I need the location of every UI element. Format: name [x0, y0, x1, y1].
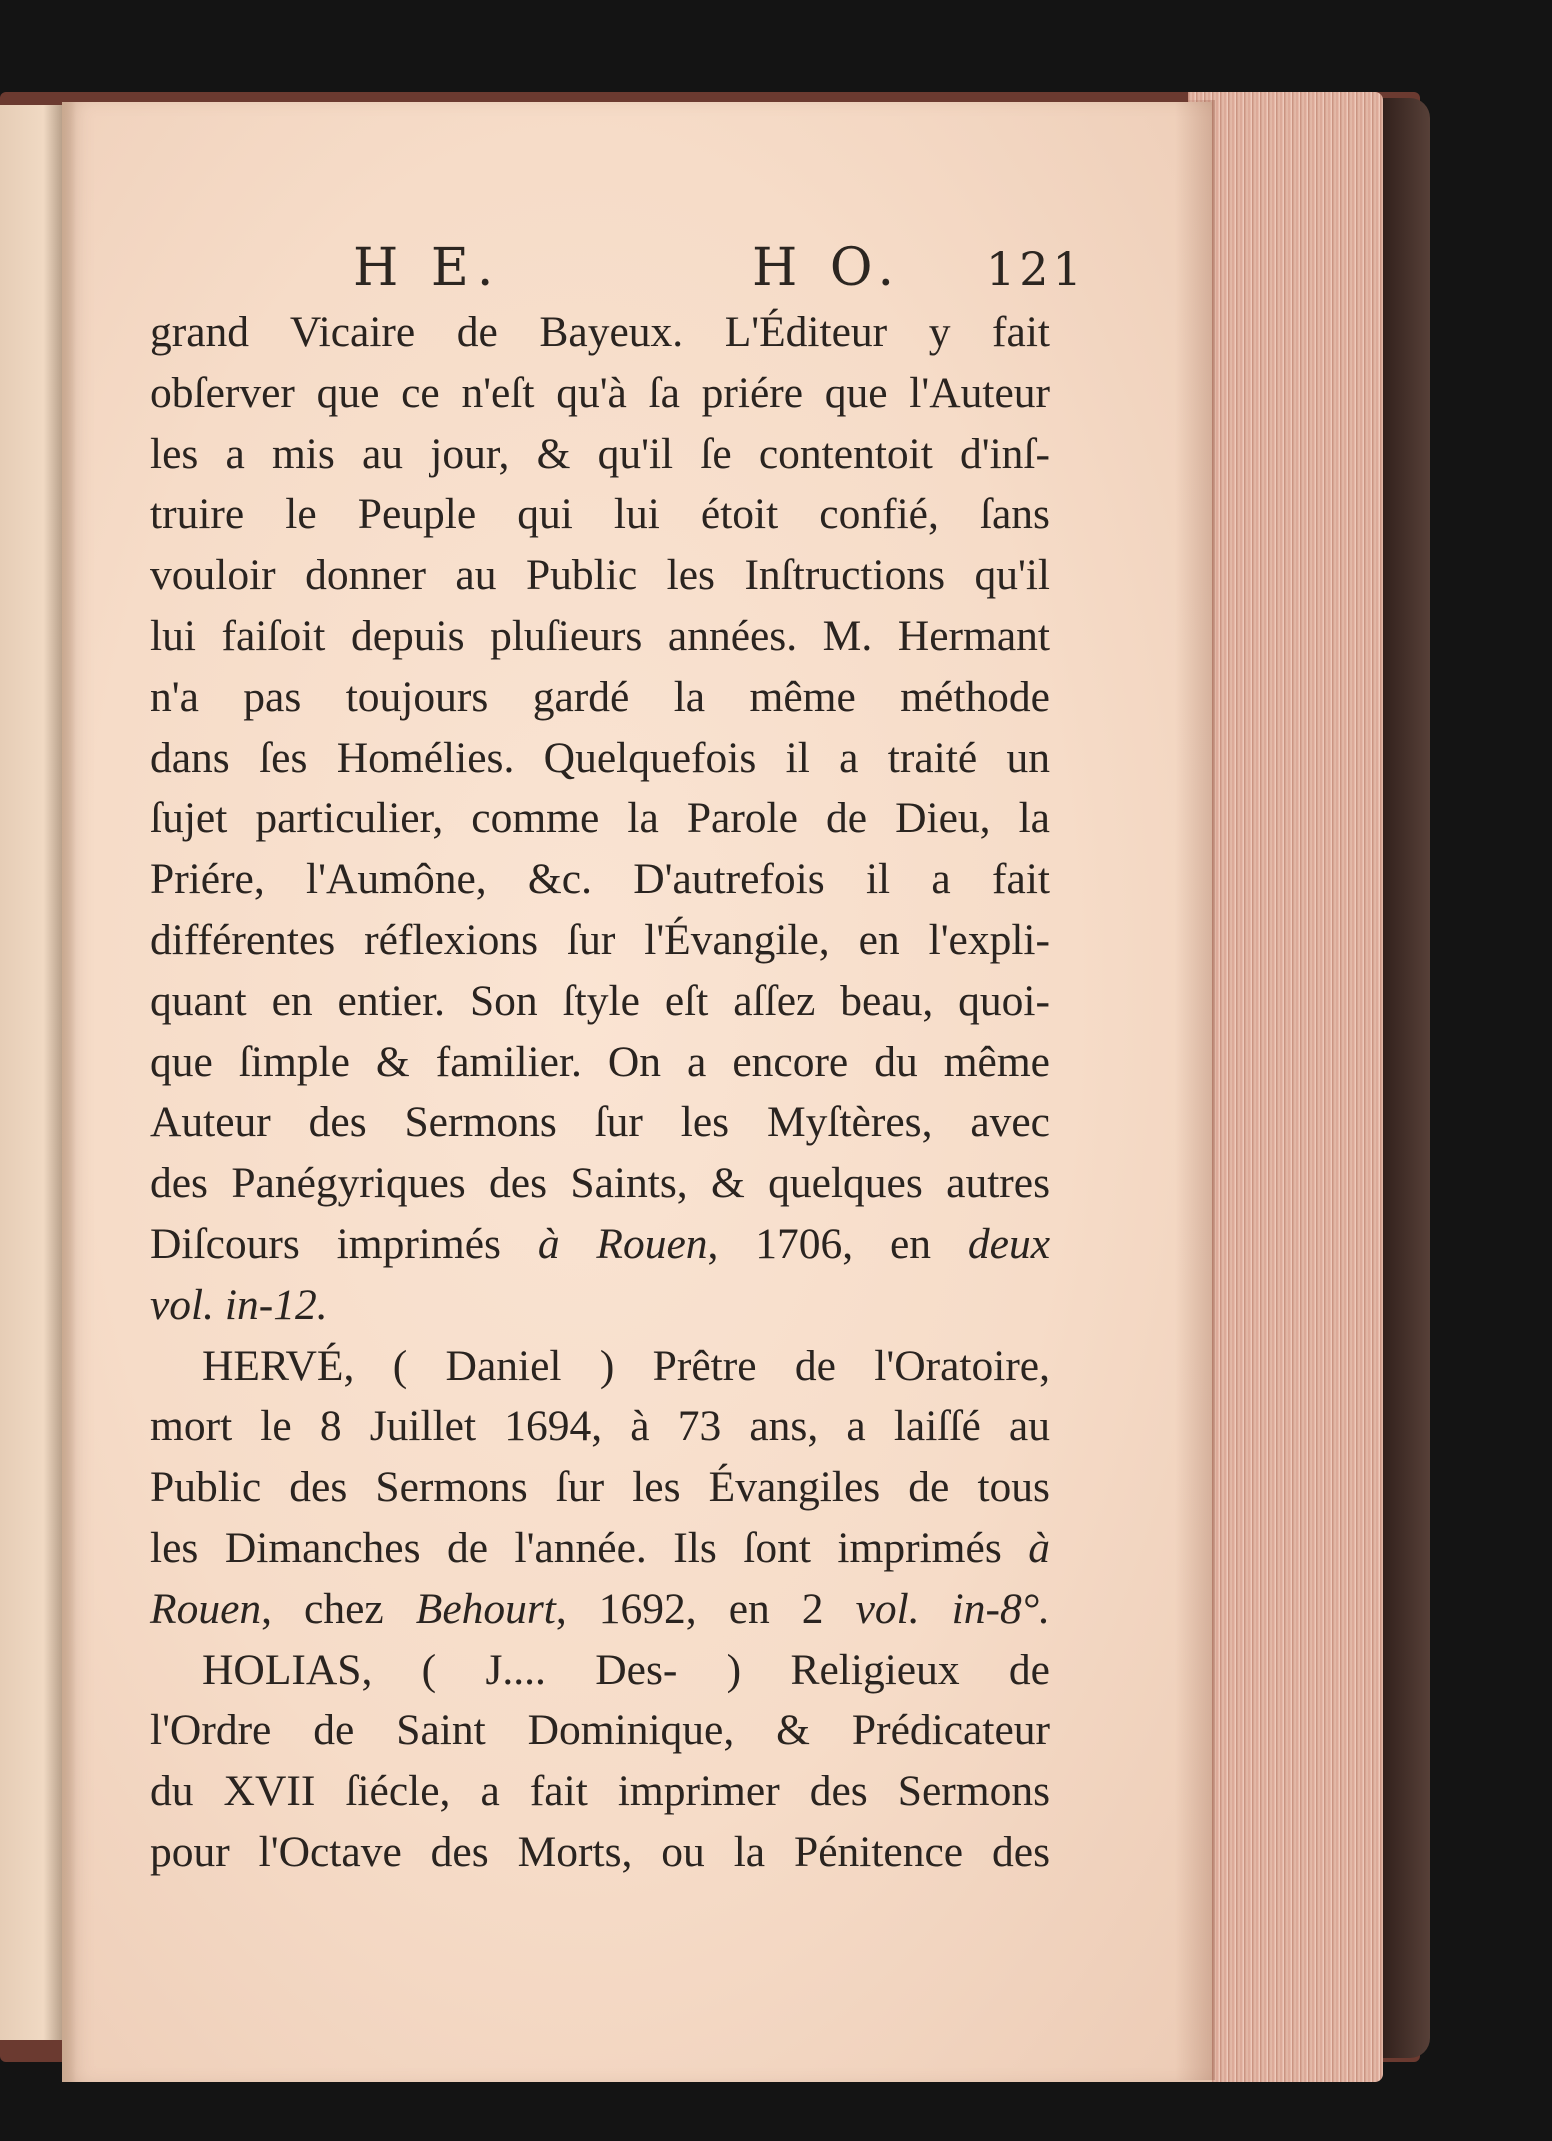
- text-line: [150, 1518, 1050, 1579]
- text-line: les a mis au jour, & qu'il ſe contentoit d'inſ-: [150, 429, 1050, 478]
- text-line: vol. in-12.: [150, 1280, 328, 1329]
- text-line: que ſimple & familier. On a encore du même: [150, 1037, 1050, 1086]
- page-number: 121: [986, 242, 1086, 296]
- text-segment: , 1706, en: [707, 1219, 932, 1268]
- italic-place: Rouen: [150, 1584, 262, 1633]
- text-line: différentes réflexions ſur l'Évangile, en l'expli-: [150, 915, 1050, 964]
- text-line: truire le Peuple qui lui étoit confié, ſans: [150, 490, 1050, 539]
- italic-volume: vol. in-8°.: [855, 1584, 1050, 1633]
- page-edge-shadow: [1175, 100, 1215, 2080]
- header-left: H E.: [353, 238, 502, 298]
- text-line: ſujet particulier, comme la Parole de Dieu, la: [150, 794, 1050, 843]
- page-body: [150, 302, 1050, 1883]
- text-segment: , 1692, en 2: [555, 1584, 824, 1633]
- gutter-shadow: [62, 102, 76, 2082]
- text-line: vouloir donner au Public les Inſtructions qu'il: [150, 551, 1050, 600]
- text-line: grand Vicaire de Bayeux. L'Éditeur y fait: [150, 308, 1050, 356]
- text-line: quant en entier. Son ſtyle eſt aſſez beau, quoi-: [150, 976, 1050, 1025]
- text-line: Auteur des Sermons ſur les Myſtères, avec: [150, 1098, 1050, 1147]
- header-middle: H O.: [752, 238, 902, 298]
- text-segment: Diſcours imprimés: [150, 1219, 501, 1268]
- italic-place: à Rouen: [537, 1219, 708, 1268]
- text-line: l'Ordre de Saint Dominique, & Prédicateur: [150, 1706, 1050, 1755]
- text-line: Priére, l'Aumône, &c. D'autrefois il a fait: [150, 855, 1050, 904]
- facing-page-edge: [0, 105, 62, 2040]
- text-line: n'a pas toujours gardé la même méthode: [150, 672, 1050, 721]
- page-fore-edge: [1188, 92, 1383, 2082]
- text-line: du XVII ſiécle, a fait imprimer des Sermons: [150, 1767, 1050, 1816]
- text-line: [150, 1214, 1050, 1275]
- italic-word: à: [1028, 1523, 1050, 1572]
- text-line: Public des Sermons ſur les Évangiles de tous: [150, 1463, 1050, 1512]
- text-line: mort le 8 Juillet 1694, à 73 ans, a laiſſé au: [150, 1402, 1050, 1451]
- text-line: [150, 1579, 1050, 1640]
- text-line: obſerver que ce n'eſt qu'à ſa priére que l'Auteur: [150, 368, 1050, 417]
- text-line: dans ſes Homélies. Quelquefois il a traité un: [150, 733, 1050, 782]
- entry-heading-line: HERVÉ, ( Daniel ) Prêtre de l'Oratoire,: [202, 1341, 1050, 1390]
- italic-volume: deux: [967, 1219, 1051, 1268]
- text-line: des Panégyriques des Saints, & quelques autres: [150, 1159, 1050, 1208]
- italic-printer: Behourt: [415, 1584, 556, 1633]
- entry-heading-line: HOLIAS, ( J.... Des- ) Religieux de: [202, 1645, 1050, 1694]
- text-line: pour l'Octave des Morts, ou la Pénitence des: [150, 1827, 1050, 1876]
- running-header: [0, 238, 1552, 308]
- text-line: lui faiſoit depuis pluſieurs années. M. Hermant: [150, 611, 1050, 660]
- text-segment: les Dimanches de l'année. Ils ſont imprimés: [150, 1523, 1002, 1572]
- text-segment: , chez: [261, 1584, 384, 1633]
